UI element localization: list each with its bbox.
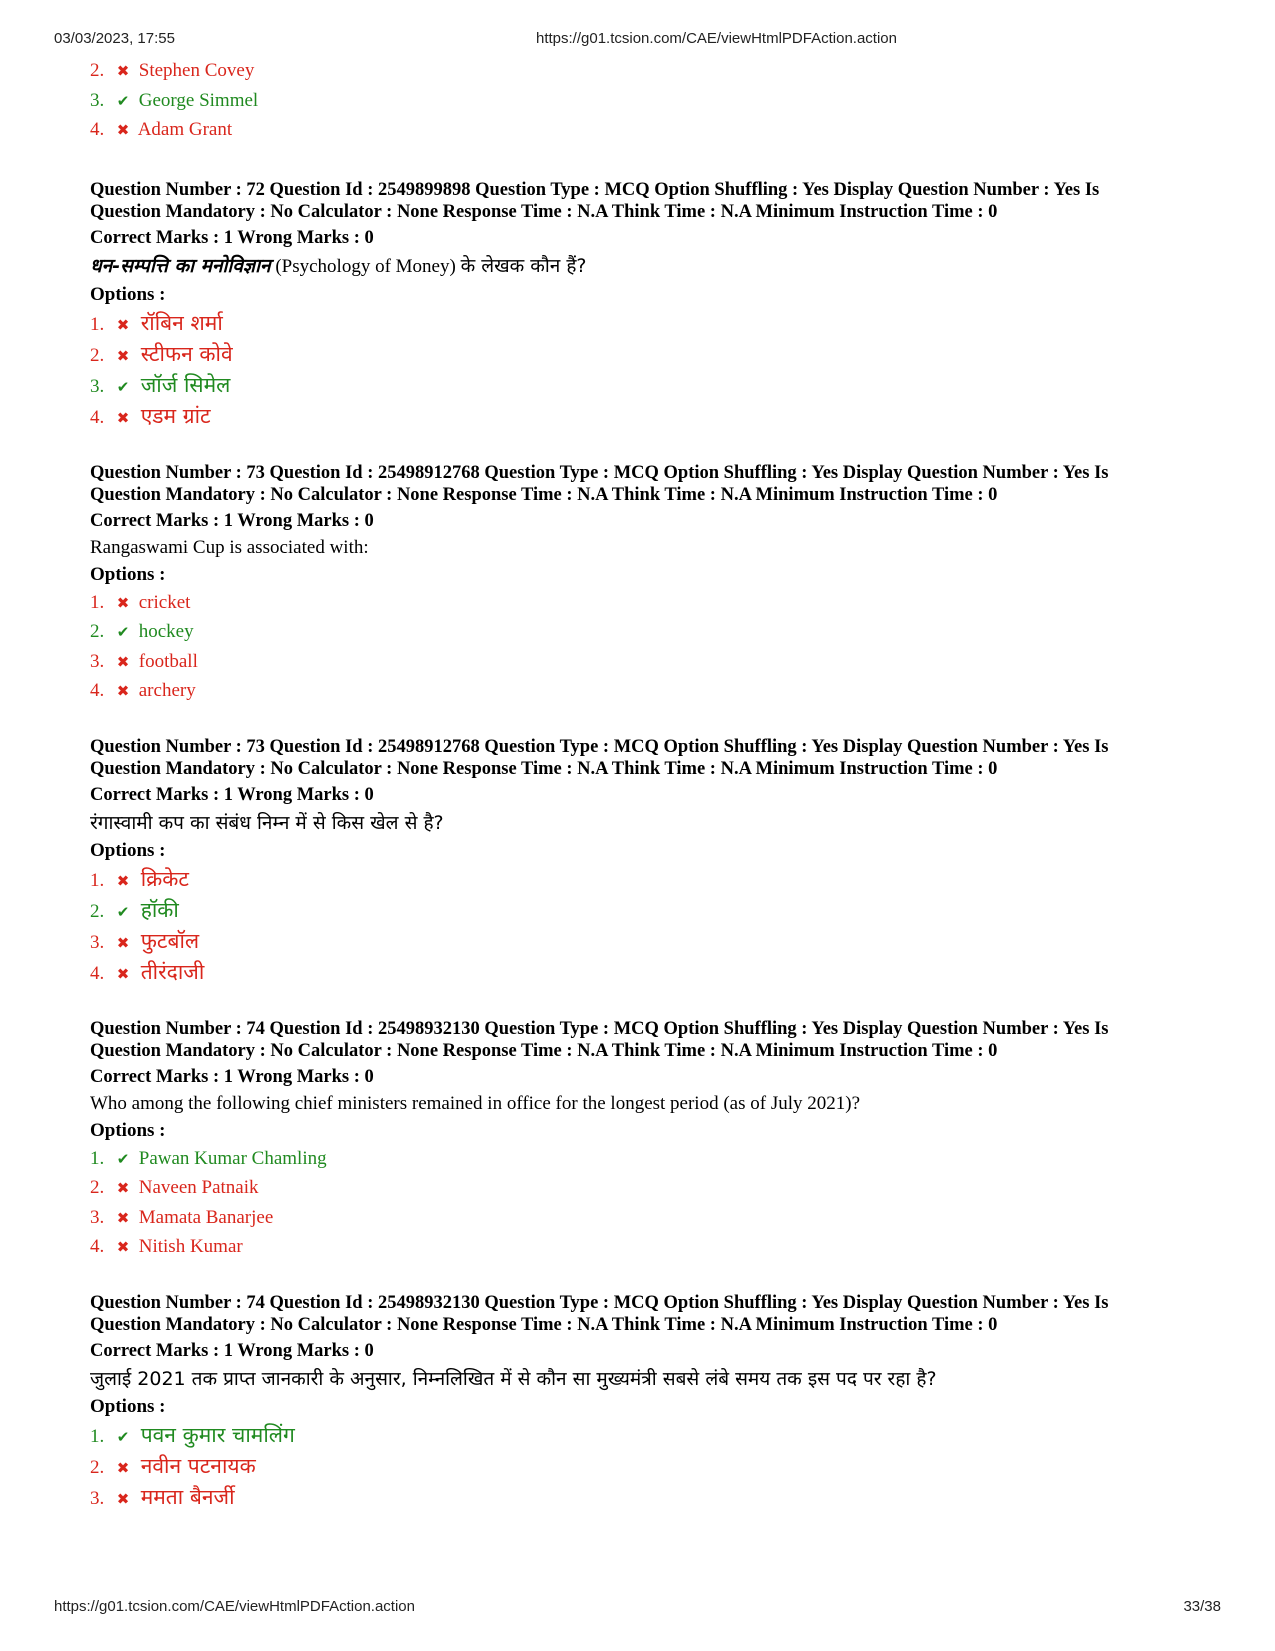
question-block [90,1018,1220,1262]
option-item [90,86,1220,116]
option-text: Stephen Covey [138,60,255,81]
question-marks: Correct Marks : 1 Wrong Marks : 0 [90,227,374,248]
option-item [90,1203,1220,1233]
cross-icon: ✖ [116,315,130,334]
option-item [90,401,1220,432]
option-text: football [138,650,198,672]
footer-url: https://g01.tcsion.com/CAE/viewHtmlPDFAction.action [54,1598,415,1615]
option-item [90,676,1220,706]
options-label: Options : [90,563,166,585]
checkmark-icon: ✔ [116,902,130,921]
question-text: रंगास्वामी कप का संबंध निम्न में से किस खेल से है? [90,811,444,834]
question-meta-line: Question Number : 74 Question Id : 25498932130 Question Type : MCQ Option Shuffling : Yes Display Question Number : Yes Is [90,1292,1109,1313]
cross-icon: ✖ [116,652,130,671]
option-list [90,588,1220,706]
question-text-emphasis: धन-सम्पत्ति का मनोविज्ञान [90,254,271,277]
option-text: George Simmel [138,89,259,111]
option-number: 1. [90,1147,105,1169]
option-number: 2. [90,900,105,922]
cross-icon: ✖ [116,121,130,139]
option-text: जॉर्ज सिमेल [140,372,231,397]
cross-icon: ✖ [116,682,130,700]
option-number: 3. [90,89,105,111]
cross-icon: ✖ [116,964,130,983]
option-text: क्रिकेट [140,866,189,891]
question-marks: Correct Marks : 1 Wrong Marks : 0 [90,784,374,805]
option-item [90,1482,1220,1513]
option-number: 4. [90,962,105,984]
option-item [90,647,1220,677]
question-text [90,251,1220,282]
cross-icon: ✖ [116,871,130,890]
option-item [90,895,1220,926]
option-text: Mamata Banarjee [138,1206,274,1228]
option-text: Pawan Kumar Chamling [138,1147,327,1169]
header-datetime: 03/03/2023, 17:55 [54,30,175,47]
option-number: 1. [90,869,105,891]
option-item [90,370,1220,401]
option-number: 2. [90,344,105,366]
cross-icon: ✖ [116,62,130,80]
option-number: 2. [90,621,105,642]
option-number: 4. [90,119,105,140]
cross-icon: ✖ [116,1179,130,1197]
option-number: 3. [90,931,105,953]
cross-icon: ✖ [116,1489,130,1508]
option-text: रॉबिन शर्मा [140,310,223,335]
option-text: पवन कुमार चामलिंग [140,1422,295,1447]
question-block [90,179,1220,432]
option-item [90,1420,1220,1451]
option-item [90,1451,1220,1482]
question-block [90,736,1220,988]
carryover-options [90,56,1220,145]
cross-icon: ✖ [116,1458,130,1477]
option-number: 2. [90,60,105,81]
option-number: 1. [90,591,105,613]
option-text: स्टीफन कोवे [140,341,233,366]
question-marks: Correct Marks : 1 Wrong Marks : 0 [90,1066,374,1087]
option-number: 4. [90,1236,105,1257]
cross-icon: ✖ [116,1208,130,1227]
question-meta-line: Question Number : 73 Question Id : 25498912768 Question Type : MCQ Option Shuffling : Yes Display Question Number : Yes Is [90,462,1109,483]
question-text-latin: (Psychology of Money) [270,255,461,277]
options-label: Options : [90,1395,166,1417]
option-item [90,115,1220,145]
question-marks: Correct Marks : 1 Wrong Marks : 0 [90,510,374,531]
option-text: Nitish Kumar [138,1236,243,1257]
question-meta-line: Question Mandatory : No Calculator : None Response Time : N.A Think Time : N.A Minimum Instruction Time : 0 [90,1040,998,1061]
option-text: cricket [138,591,191,613]
option-number: 1. [90,1425,105,1447]
option-number: 3. [90,375,105,397]
question-meta-line: Question Mandatory : No Calculator : None Response Time : N.A Think Time : N.A Minimum Instruction Time : 0 [90,484,998,505]
options-label: Options : [90,1119,166,1141]
option-list [90,1144,1220,1262]
option-item [90,1173,1220,1203]
option-item [90,617,1220,647]
option-text: archery [138,680,196,701]
question-marks: Correct Marks : 1 Wrong Marks : 0 [90,1340,374,1361]
option-text: नवीन पटनायक [140,1453,256,1478]
option-item [90,1144,1220,1174]
option-list [90,1420,1220,1513]
option-item [90,1232,1220,1262]
options-label: Options : [90,839,166,861]
option-text: ममता बैनर्जी [140,1484,235,1509]
cross-icon: ✖ [116,593,130,612]
option-text: Naveen Patnaik [138,1177,259,1198]
option-text: hockey [138,621,194,642]
option-list [90,864,1220,988]
option-number: 2. [90,1456,105,1478]
option-item [90,957,1220,988]
option-text: Adam Grant [137,119,233,140]
option-number: 3. [90,1206,105,1228]
cross-icon: ✖ [116,933,130,952]
option-item [90,864,1220,895]
option-number: 1. [90,313,105,335]
question-text: जुलाई 2021 तक प्राप्त जानकारी के अनुसार, निम्नलिखित में से कौन सा मुख्यमंत्री सबसे लंबे समय तक इस पद पर रहा है? [90,1367,937,1390]
question-text-rest: के लेखक कौन हैं? [460,254,587,277]
checkmark-icon: ✔ [116,1149,130,1168]
question-meta-line: Question Number : 72 Question Id : 2549899898 Question Type : MCQ Option Shuffling : Yes Display Question Number : Yes Is [90,179,1100,200]
option-number: 4. [90,680,105,701]
question-block [90,1292,1220,1513]
question-text: Who among the following chief ministers remained in office for the longest period (as of July 2021)? [90,1092,861,1114]
header-url: https://g01.tcsion.com/CAE/viewHtmlPDFAction.action [536,30,897,47]
question-meta-line: Question Mandatory : No Calculator : None Response Time : N.A Think Time : N.A Minimum Instruction Time : 0 [90,758,998,779]
page-footer [54,1598,1221,1618]
checkmark-icon: ✔ [116,623,130,641]
option-item [90,926,1220,957]
option-list [90,308,1220,432]
option-number: 3. [90,650,105,672]
question-meta-line: Question Mandatory : No Calculator : None Response Time : N.A Think Time : N.A Minimum Instruction Time : 0 [90,1314,998,1335]
option-item [90,339,1220,370]
checkmark-icon: ✔ [116,377,130,396]
option-text: तीरंदाजी [140,959,205,984]
checkmark-icon: ✔ [116,1427,130,1446]
checkmark-icon: ✔ [116,91,130,110]
cross-icon: ✖ [116,346,130,365]
option-text: हॉकी [140,897,179,922]
option-item [90,308,1220,339]
question-meta-line: Question Number : 74 Question Id : 25498932130 Question Type : MCQ Option Shuffling : Yes Display Question Number : Yes Is [90,1018,1109,1039]
cross-icon: ✖ [116,408,130,427]
option-item [90,588,1220,618]
page-number: 33/38 [1183,1598,1221,1615]
option-text: फुटबॉल [140,928,200,953]
options-label: Options : [90,283,166,305]
option-number: 2. [90,1177,105,1198]
question-meta-line: Question Number : 73 Question Id : 25498912768 Question Type : MCQ Option Shuffling : Yes Display Question Number : Yes Is [90,736,1109,757]
question-block [90,462,1220,706]
question-meta-line: Question Mandatory : No Calculator : None Response Time : N.A Think Time : N.A Minimum Instruction Time : 0 [90,201,998,222]
cross-icon: ✖ [116,1238,130,1256]
option-text: एडम ग्रांट [140,403,211,428]
page-content [90,0,1220,1513]
question-text: Rangaswami Cup is associated with: [90,536,369,558]
option-item [90,56,1220,86]
option-number: 4. [90,406,105,428]
option-number: 3. [90,1487,105,1509]
